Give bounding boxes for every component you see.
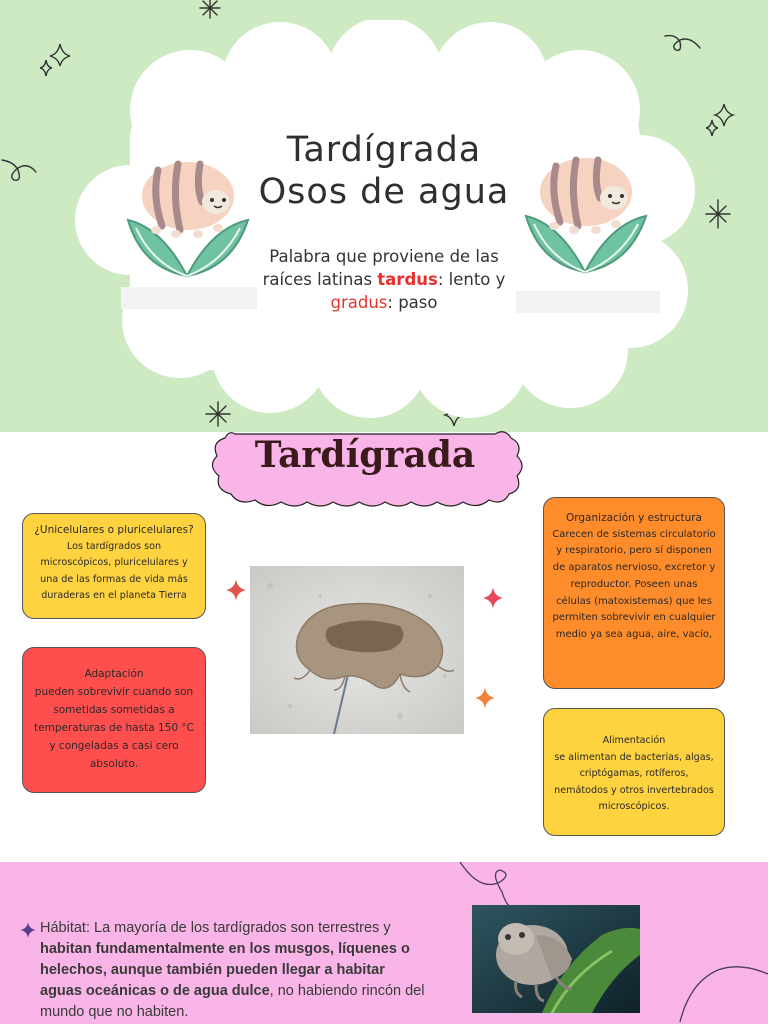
card-organizacion-title: Organización y estructura [566,512,702,524]
card-unicelulares-title: ¿Unicelulares o pluricelulares? [34,524,194,536]
sparkle-icon [40,60,52,76]
habitat-text-1: La mayoría de los tardígrados son terrestres y [94,920,391,936]
card-alimentacion-body: se alimentan de bacterias, algas, criptógamas, rotíferos, nemátodos y otros invertebrados microscópicos. [554,751,714,812]
card-unicelulares-body: Los tardígrados son microscópicos, pluricelulares y una de las formas de vida más duraderas en el planeta Tierra [40,540,188,601]
page-title-line2: Osos de agua [258,172,510,212]
card-organizacion-body: Carecen de sistemas circulatorio y respiratorio, pero sí disponen de aparatos nervioso, excretor y reproductor. Poseen unas células (matoxistemas) que les permiten sobrevivir en cualquier medio ya sea agua, aire, vacío, [552,528,716,641]
habitat-text-2: , no habiendo rincón del mundo que no habiten. [40,983,425,1020]
page-title-line1: Tardígrada [286,130,482,170]
card-adaptacion [22,647,206,793]
card-unicelulares [22,513,206,619]
sparkle-icon [482,586,504,610]
card-organizacion [543,497,725,689]
bullet-star-icon [20,922,36,938]
section-title: Tardígrada [254,434,476,476]
card-adaptacion-body: pueden sobrevivir cuando son sometidas sometidas a temperaturas de hasta 150 °C y congeladas a casi cero absoluto. [34,685,194,770]
caption-placeholder [121,287,257,309]
etymology-text [250,245,518,314]
card-alimentacion [543,708,725,836]
meaning-tardus: : lento y [437,270,506,289]
etymology-intro: Palabra que proviene de las raíces latinas [262,247,499,289]
caption-placeholder [516,291,660,313]
habitat-text-bold: habitan fundamentalmente en los musgos, líquenes o helechos, aunque también pueden llegar a habitar aguas oceánicas o de agua dulce [40,941,410,999]
card-alimentacion-title: Alimentación [602,735,666,746]
card-adaptacion-title: Adaptación [84,668,144,680]
habitat-paragraph [40,918,430,1023]
meaning-gradus: : paso [387,293,438,312]
star-burst-icon [200,0,220,18]
sparkle-icon [474,686,496,710]
sparkle-icon [50,44,70,66]
tardigrade-microscope-image [250,566,464,734]
sparkle-icon [225,578,247,602]
tardigrade-photo [472,905,640,1013]
habitat-label: Hábitat: [40,920,94,936]
latin-word-tardus: tardus [377,270,438,289]
sparkle-icon [715,104,733,126]
latin-word-gradus: gradus [330,293,388,312]
